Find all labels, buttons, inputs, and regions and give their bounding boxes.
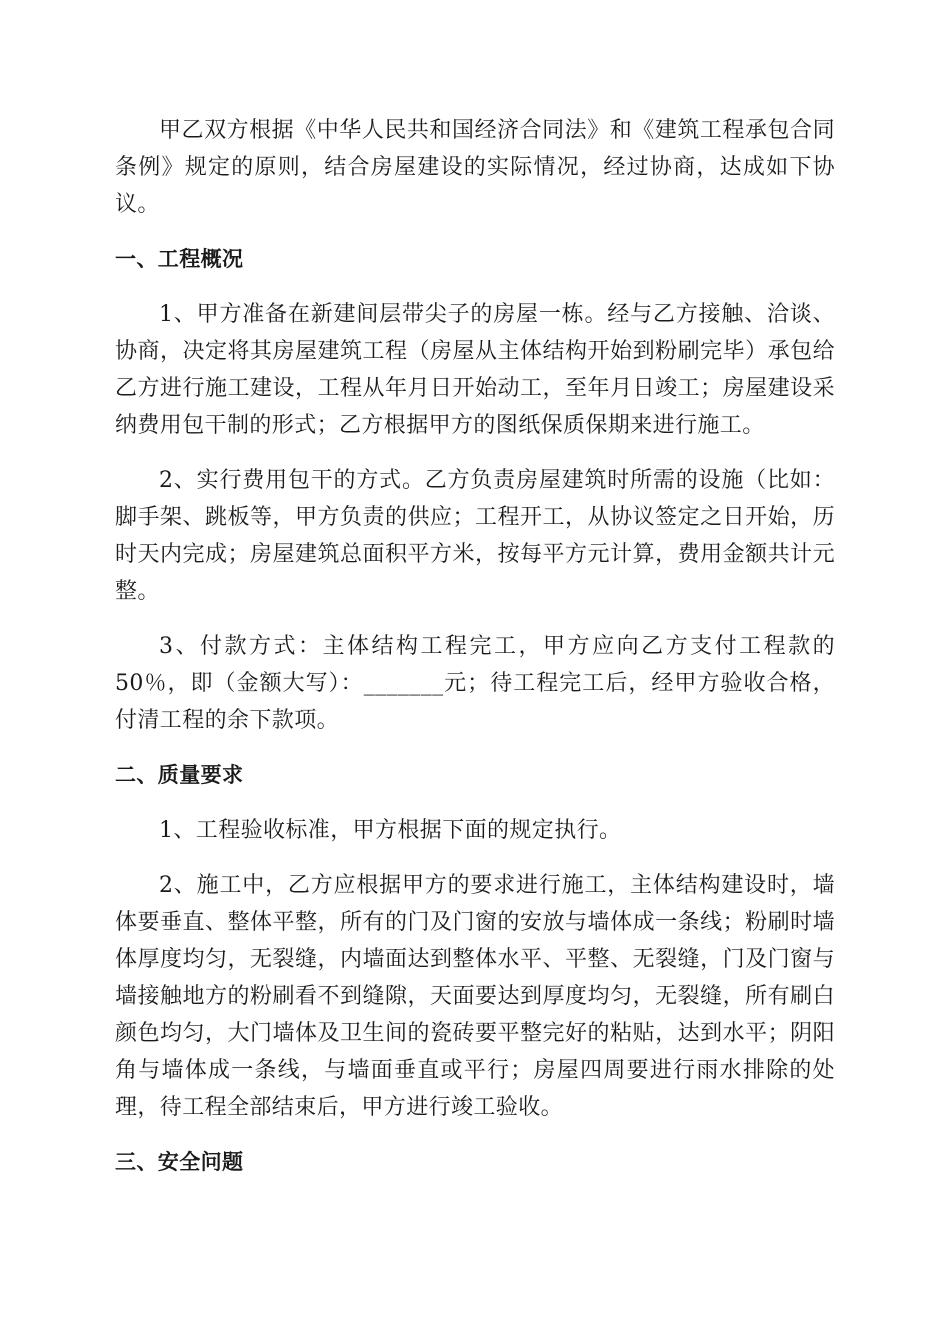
section-heading-overview: 一、工程概况 <box>115 247 244 271</box>
document-page <box>115 112 835 1181</box>
overview-paragraph-3: 3、付款方式：主体结构工程完工，甲方应向乙方支付工程款的50％，即（金额大写）：_______元；待工程完工后，经甲方验收合格，付清工程的余下款项。 <box>115 634 835 733</box>
section-heading-quality: 二、质量要求 <box>115 763 244 787</box>
quality-paragraph-2: 2、施工中，乙方应根据甲方的要求进行施工，主体结构建设时，墙体要垂直、整体平整，所有的门及门窗的安放与墙体成一条线；粉刷时墙体厚度均匀，无裂缝，内墙面达到整体水平、平整、无裂缝，门及门窗与墙接触地方的粉刷看不到缝隙，天面要达到厚度均匀，无裂缝，所有刷白颜色均匀，大门墙体及卫生间的瓷砖要平整完好的粘贴，达到水平；阴阳角与墙体成一条线，与墙面垂直或平行；房屋四周要进行雨水排除的处理，待工程全部结束后，甲方进行竣工验收。 <box>115 873 835 1120</box>
quality-paragraph-1: 1、工程验收标准，甲方根据下面的规定执行。 <box>159 818 622 843</box>
overview-paragraph-2: 2、实行费用包干的方式。乙方负责房屋建筑时所需的设施（比如：脚手架、跳板等，甲方负责的供应；工程开工，从协议签定之日开始，历时天内完成；房屋建筑总面积平方米，按每平方元计算，费用金额共计元整。 <box>115 468 835 604</box>
overview-paragraph-1: 1、甲方准备在新建间层带尖子的房屋一栋。经与乙方接触、洽谈、协商，决定将其房屋建筑工程（房屋从主体结构开始到粉刷完毕）承包给乙方进行施工建设，工程从年月日开始动工，至年月日竣工；房屋建设采纳费用包干制的形式；乙方根据甲方的图纸保质保期来进行施工。 <box>115 302 835 438</box>
intro-paragraph: 甲乙双方根据《中华人民共和国经济合同法》和《建筑工程承包合同条例》规定的原则，结合房屋建设的实际情况，经过协商，达成如下协议。 <box>115 118 835 217</box>
section-heading-safety: 三、安全问题 <box>115 1150 244 1174</box>
